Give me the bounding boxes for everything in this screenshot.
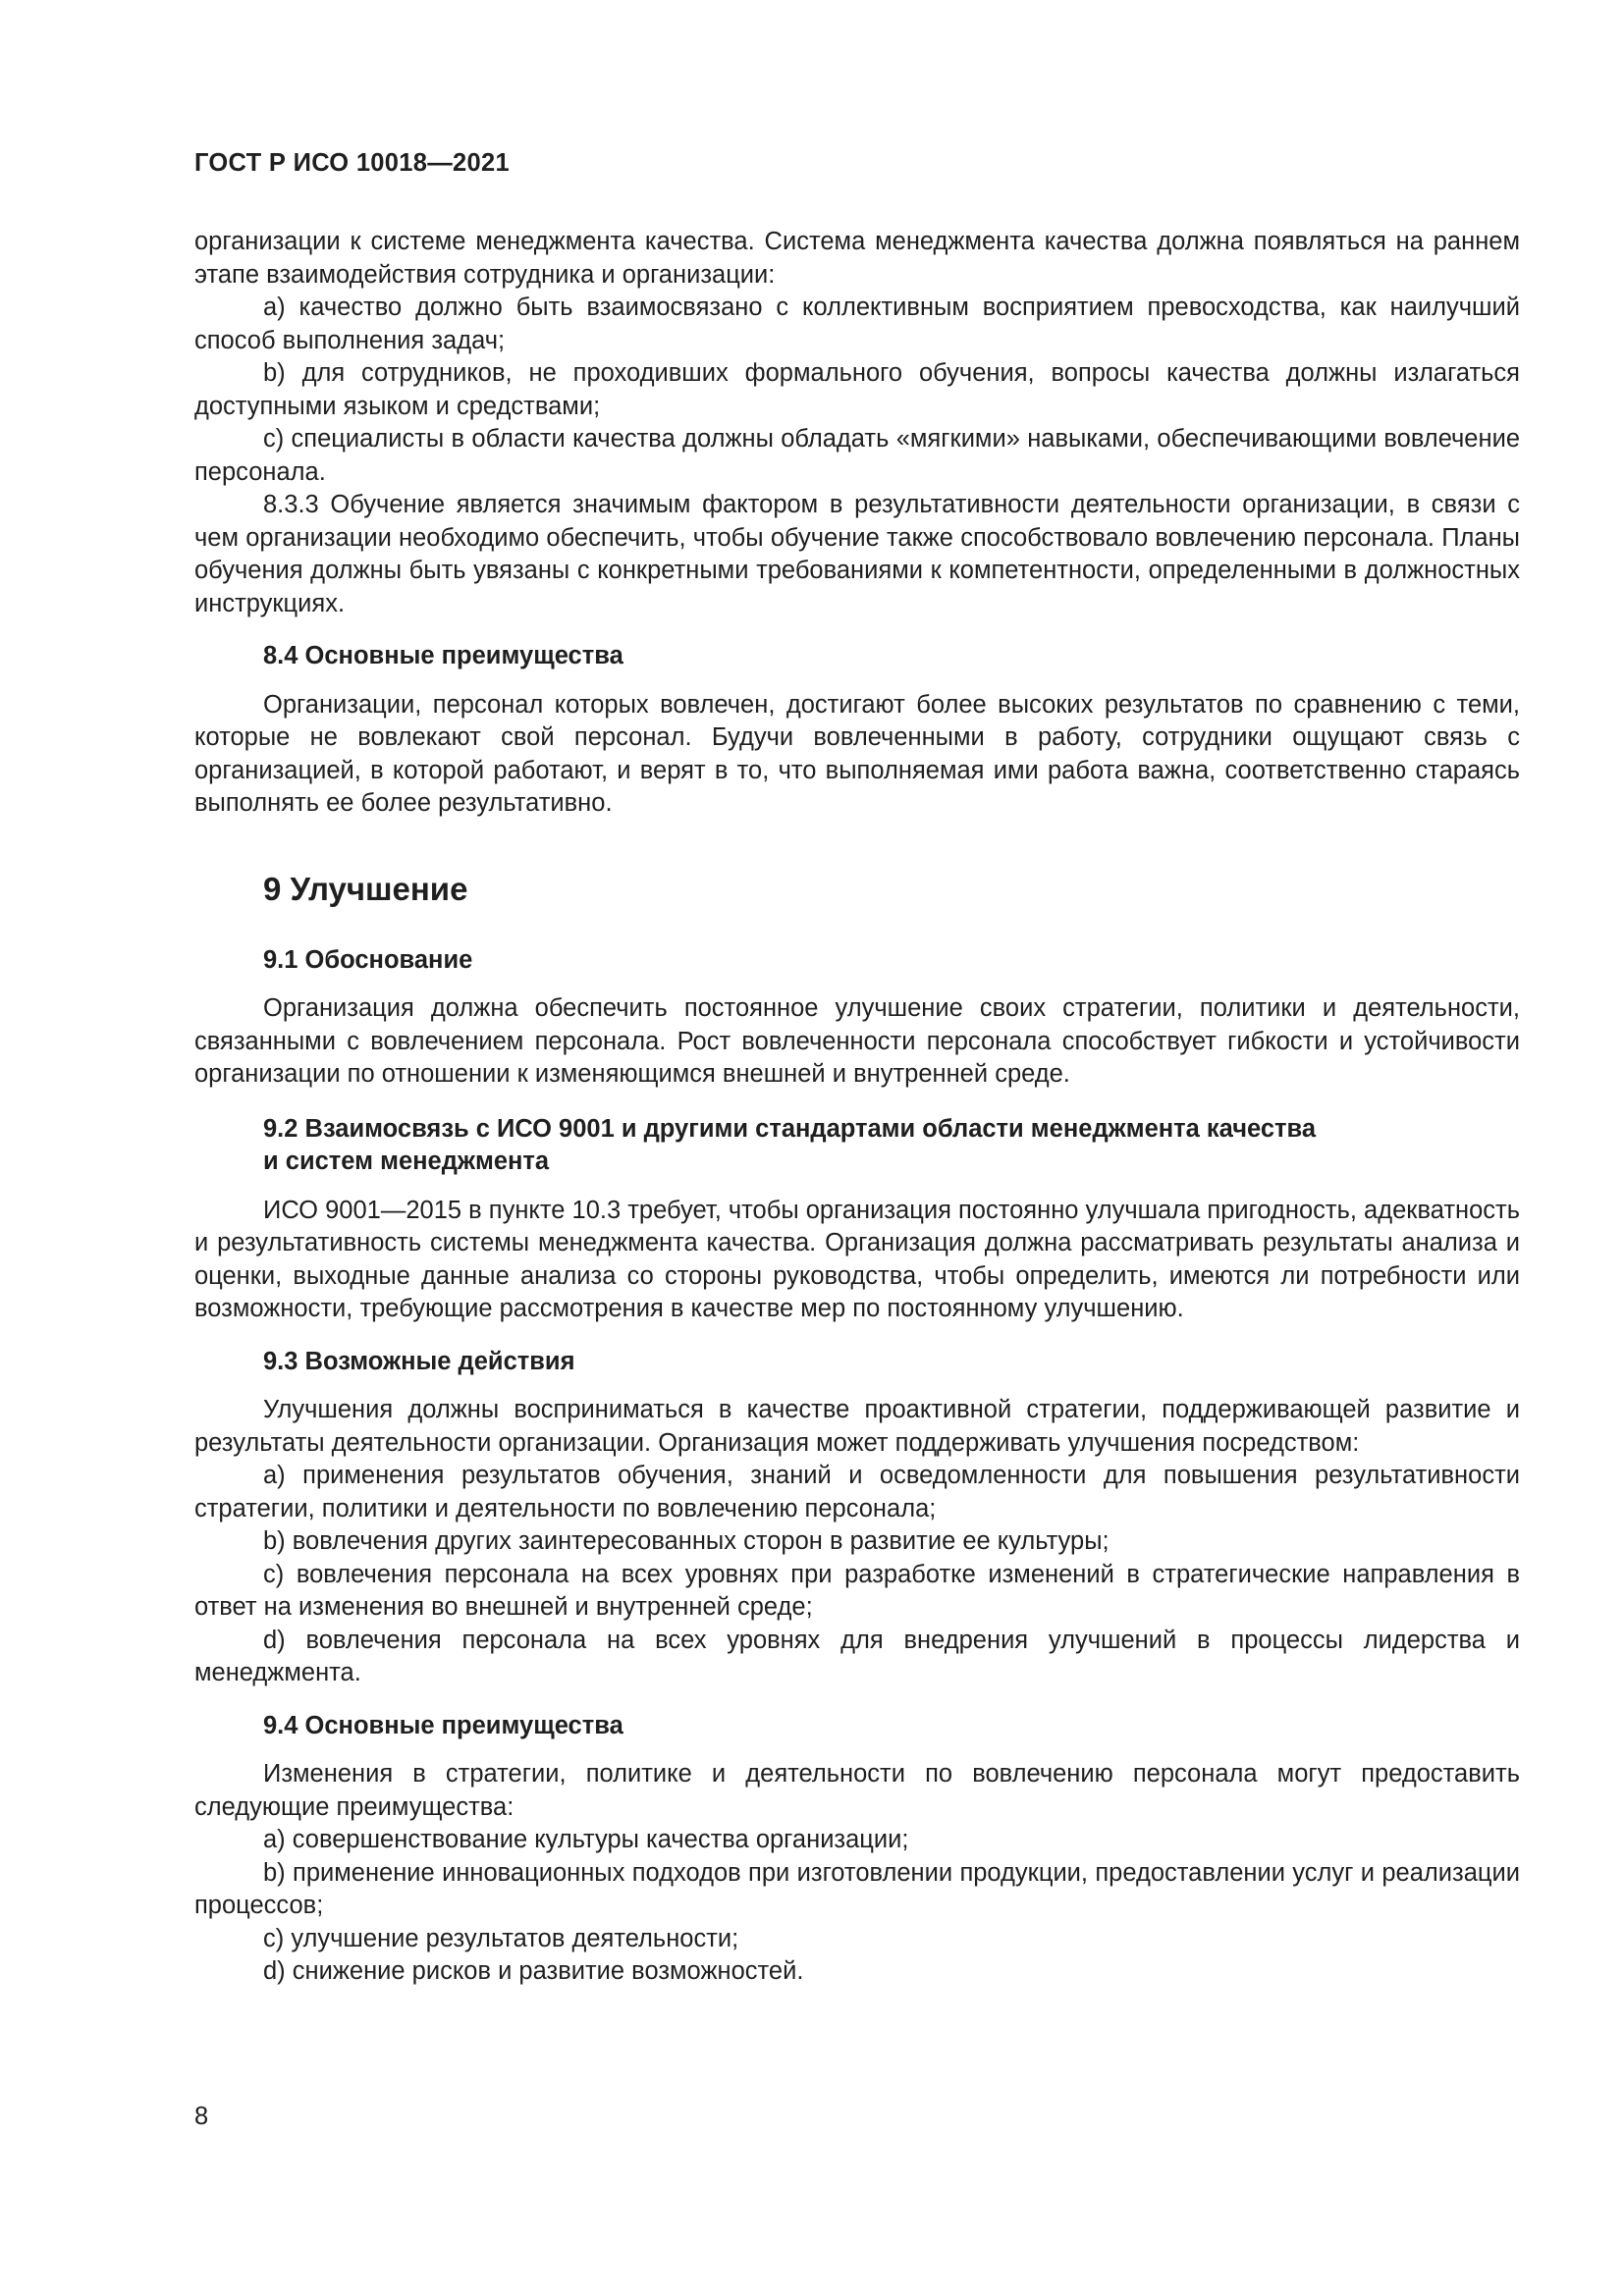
list-item: b) для сотрудников, не проходивших формального обучения, вопросы качества должны излагаться доступными языком и средствами;	[194, 359, 1520, 420]
section-heading-9-4: 9.4 Основные преимущества	[263, 1711, 623, 1739]
list-item: c) специалисты в области качества должны обладать «мягкими» навыками, обеспечивающими вовлечение персонала.	[194, 425, 1520, 486]
paragraph: Организации, персонал которых вовлечен, достигают более высоких результатов по сравнению с теми, которые не вовлекают свой персонал. Будучи вовлеченными в работу, сотрудники ощущают связь с организацией, в которой работают, и верят в то, что выполняемая ими работа важна, соответственно стараясь выполнять ее более результативно.	[194, 690, 1520, 817]
list-item: d) снижение рисков и развитие возможностей.	[263, 1957, 804, 1985]
chapter-heading-9: 9 Улучшение	[263, 870, 468, 907]
standard-header: ГОСТ Р ИСО 10018—2021	[194, 149, 510, 177]
section-heading-8-4: 8.4 Основные преимущества	[263, 642, 623, 669]
section-heading-9-3: 9.3 Возможные действия	[263, 1347, 575, 1375]
list-item: d) вовлечения персонала на всех уровнях для внедрения улучшений в процессы лидерства и менеджмента.	[194, 1626, 1520, 1686]
list-item: c) вовлечения персонала на всех уровнях при разработке изменений в стратегические направления в ответ на изменения во внешней и внутренней среде;	[194, 1560, 1520, 1621]
heading-line: и систем менеджмента	[263, 1148, 550, 1175]
section-heading-9-1: 9.1 Обоснование	[263, 945, 473, 974]
paragraph-8-3-3: 8.3.3 Обучение является значимым фактором в результативности деятельности организации, в связи с чем организации необходимо обеспечить, чтобы обучение также способствовало вовлечению персонала. Планы обучения должны быть увязаны с конкретными требованиями к компетентности, определенными в должностных инструкциях.	[194, 491, 1520, 617]
paragraph: Организация должна обеспечить постоянное улучшение своих стратегии, политики и деятельности, связанными с вовлечением персонала. Рост вовлеченности персонала способствует гибкости и устойчивости организации по отношении к изменяющимся внешней и внутренней среде.	[194, 994, 1520, 1088]
page-number: 8	[194, 2103, 209, 2130]
list-item: b) вовлечения других заинтересованных сторон в развитие ее культуры;	[263, 1527, 1110, 1555]
section-heading-9-2	[263, 1113, 1520, 1179]
list-item: a) совершенствование культуры качества организации;	[263, 1826, 909, 1853]
list-item: a) качество должно быть взаимосвязано с коллективным восприятием превосходства, как наилучший способ выполнения задач;	[194, 294, 1520, 354]
paragraph: ИСО 9001—2015 в пункте 10.3 требует, чтобы организация постоянно улучшала пригодность, адекватность и результативность системы менеджмента качества. Организация должна рассматривать результаты анализа и оценки, выходные данные анализа со стороны руководства, чтобы определить, имеются ли потребности или возможности, требующие рассмотрения в качестве мер по постоянному улучшению.	[194, 1196, 1520, 1322]
paragraph: Улучшения должны восприниматься в качестве проактивной стратегии, поддерживающей развитие и результаты деятельности организации. Организация может поддерживать улучшения посредством:	[194, 1396, 1520, 1457]
intro-paragraph: организации к системе менеджмента качества. Система менеджмента качества должна появляться на раннем этапе взаимодействия сотрудника и организации:	[194, 228, 1520, 289]
list-item: c) улучшение результатов деятельности;	[263, 1924, 739, 1952]
document-body	[194, 226, 1520, 1989]
paragraph: Изменения в стратегии, политике и деятельности по вовлечению персонала могут предоставить следующие преимущества:	[194, 1760, 1520, 1821]
list-item: b) применение инновационных подходов при изготовлении продукции, предоставлении услуг и реализации процессов;	[194, 1858, 1520, 1919]
heading-line: 9.2 Взаимосвязь с ИСО 9001 и другими стандартами области менеджмента качества	[263, 1114, 1317, 1143]
list-item: a) применения результатов обучения, знаний и осведомленности для повышения результативности стратегии, политики и деятельности по вовлечению персонала;	[194, 1462, 1520, 1522]
